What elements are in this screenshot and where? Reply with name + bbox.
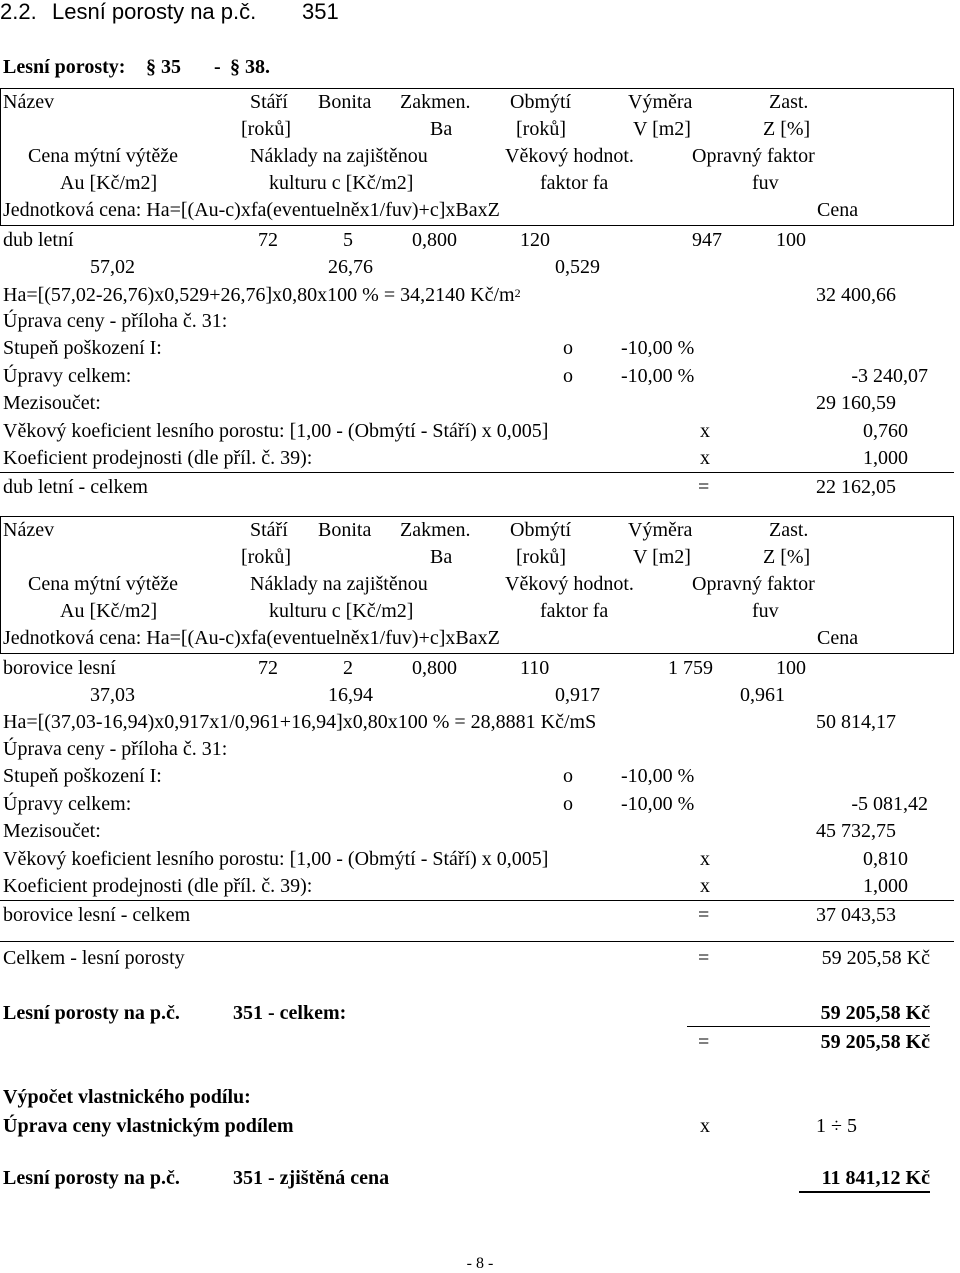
summary-uprava-label: Úprava ceny vlastnickým podílem [3,1115,294,1137]
stand1-c: 26,76 [328,256,373,278]
stand2-total-label: borovice lesní - celkem [3,904,191,926]
divider-1 [0,472,954,473]
summary-final-num: 351 - zjištěná cena [233,1167,390,1189]
unit-ba: Ba [430,118,453,140]
summary-celkem-label: Celkem - lesní porosty [3,947,185,969]
col-cena-mytni: Cena mýtní výtěže [28,573,178,595]
stand2-obmyti: 110 [520,657,550,679]
col-zakmen: Zakmen. [400,519,471,541]
stand2-fa: 0,917 [555,684,600,706]
col-vekovy: Věkový hodnot. [505,145,634,167]
stand1-stupen-op: o [563,337,573,359]
unit-fuv: fuv [752,172,779,194]
summary-parcel-label: Lesní porosty na p.č. [3,1002,180,1024]
summary-final-val: 11 841,12 Kč [821,1167,930,1189]
unit-age: [roků] [241,118,291,140]
stand2-stupen-val: -10,00 % [621,765,695,787]
stand2-koef: Koeficient prodejnosti (dle příl. č. 39): [3,875,313,897]
stand1-total-op: = [698,476,710,498]
stand1-koef-val: 1,000 [863,447,908,469]
divider-3 [0,941,954,942]
summary-final-label: Lesní porosty na p.č. [3,1167,180,1189]
stand1-upravy-pct: -10,00 % [621,365,695,387]
unit-ba: Ba [430,546,453,568]
stand2-zakmen: 0,800 [412,657,457,679]
stand2-koef-op: x [700,875,710,897]
stand2-upravy-val: -5 081,42 [851,793,928,815]
unit-v: V [m2] [633,546,691,568]
unit-z: Z [%] [763,118,811,140]
stand2-name: borovice lesní [3,657,116,679]
summary-eq-val: 59 205,58 Kč [820,1031,930,1053]
stand2-mezisoucet-val: 45 732,75 [816,820,896,842]
section-parcel: 351 [302,0,339,24]
summary-vypocet: Výpočet vlastnického podílu: [3,1086,251,1108]
stand1-obmyti: 120 [520,229,550,251]
col-zast: Zast. [769,91,809,113]
stand1-vekovy-val: 0,760 [863,420,908,442]
stand1-vekovy: Věkový koeficient lesního porostu: [1,00 - (Obmýtí - Stáří) x 0,005] [3,420,549,442]
col-bonita: Bonita [318,91,372,113]
col-obmyti: Obmýtí [510,91,572,113]
stand1-formula [3,283,521,307]
summary-celkem-val: 59 205,58 Kč [821,947,930,969]
stand2-upravy: Úpravy celkem: [3,793,132,815]
col-opravny: Opravný faktor [692,573,815,595]
formula-header: Jednotková cena: Ha=[(Au-c)xfa(eventuelněx1/fuv)+c]xBaxZ [3,627,500,649]
stand1-au: 57,02 [90,256,135,278]
stand2-vekovy-op: x [700,848,710,870]
summary-parcel-val: 59 205,58 Kč [820,1002,930,1024]
stand1-zakmen: 0,800 [412,229,457,251]
col-cena-mytni: Cena mýtní výtěže [28,145,178,167]
col-bonita: Bonita [318,519,372,541]
unit-faktor: faktor fa [540,600,609,622]
stand1-price: 32 400,66 [816,284,896,306]
stand1-stupen-val: -10,00 % [621,337,695,359]
unit-z: Z [%] [763,546,811,568]
stand1-bonita: 5 [343,229,353,251]
stand2-uprava: Úprava ceny - příloha č. 31: [3,738,228,760]
col-age: Stáří [250,91,288,113]
col-vymera: Výměra [628,519,693,541]
stand2-total-op: = [698,904,710,926]
stand2-upravy-op: o [563,793,573,815]
unit-kulturu: kulturu c [Kč/m2] [269,172,414,194]
col-naklady: Náklady na zajištěnou [250,573,428,595]
stand1-formula-text: Ha=[(57,02-26,76)x0,529+26,76]x0,80x100 % = 34,2140 Kč/m [3,284,515,306]
summary-parcel-num: 351 - celkem: [233,1002,347,1024]
summary-uprava-val: 1 ÷ 5 [816,1115,857,1137]
stand1-upravy: Úpravy celkem: [3,365,132,387]
stand2-formula: Ha=[(37,03-16,94)x0,917x1/0,961+16,94]x0,80x100 % = 28,8881 Kč/mS [3,711,597,733]
stand1-upravy-val: -3 240,07 [851,365,928,387]
page-number: - 8 - [466,1255,494,1272]
col-zakmen: Zakmen. [400,91,471,113]
unit-au: Au [Kč/m2] [60,172,158,194]
summary-celkem-op: = [698,947,710,969]
divider-2 [0,900,954,901]
section-number: 2.2. [0,0,37,24]
stand1-total-label: dub letní - celkem [3,476,148,498]
subheading-dash: - [214,56,221,78]
stand2-fuv: 0,961 [740,684,785,706]
stand2-c: 16,94 [328,684,373,706]
stand1-total-val: 22 162,05 [816,476,896,498]
unit-obmyti: [roků] [516,118,566,140]
stand2-stupen-op: o [563,765,573,787]
col-obmyti: Obmýtí [510,519,572,541]
stand2-koef-val: 1,000 [863,875,908,897]
stand2-zast: 100 [776,657,806,679]
unit-obmyti: [roků] [516,546,566,568]
col-name: Název [3,91,55,113]
stand2-bonita: 2 [343,657,353,679]
stand1-formula-sup: 2 [514,286,521,300]
stand2-mezisoucet: Mezisoučet: [3,820,101,842]
stand1-vekovy-op: x [700,420,710,442]
stand2-stupen: Stupeň poškození I: [3,765,162,787]
stand2-price: 50 814,17 [816,711,896,733]
stand1-age: 72 [258,229,278,251]
col-naklady: Náklady na zajištěnou [250,145,428,167]
col-vymera: Výměra [628,91,693,113]
summary-underline [687,1026,930,1027]
col-opravny: Opravný faktor [692,145,815,167]
stand1-fa: 0,529 [555,256,600,278]
stand1-upravy-op: o [563,365,573,387]
col-cena: Cena [817,199,859,221]
unit-kulturu: kulturu c [Kč/m2] [269,600,414,622]
col-age: Stáří [250,519,288,541]
stand2-vekovy: Věkový koeficient lesního porostu: [1,00 - (Obmýtí - Stáří) x 0,005] [3,848,549,870]
stand1-mezisoucet: Mezisoučet: [3,392,101,414]
unit-fuv: fuv [752,600,779,622]
final-underline [799,1191,930,1193]
stand1-name: dub letní [3,229,74,251]
col-zast: Zast. [769,519,809,541]
unit-age: [roků] [241,546,291,568]
summary-eq-op: = [698,1031,710,1053]
section-title: Lesní porosty na p.č. [52,0,257,24]
summary-uprava-op: x [700,1115,710,1137]
stand1-mezisoucet-val: 29 160,59 [816,392,896,414]
stand1-zast: 100 [776,229,806,251]
stand1-stupen: Stupeň poškození I: [3,337,162,359]
col-vekovy: Věkový hodnot. [505,573,634,595]
subheading-section-to: § 38. [230,56,270,78]
stand2-vymera: 1 759 [668,657,713,679]
unit-faktor: faktor fa [540,172,609,194]
stand2-age: 72 [258,657,278,679]
stand2-au: 37,03 [90,684,135,706]
stand1-uprava: Úprava ceny - příloha č. 31: [3,310,228,332]
unit-v: V [m2] [633,118,691,140]
unit-au: Au [Kč/m2] [60,600,158,622]
stand1-koef-op: x [700,447,710,469]
stand1-vymera: 947 [692,229,722,251]
formula-header: Jednotková cena: Ha=[(Au-c)xfa(eventuelněx1/fuv)+c]xBaxZ [3,199,500,221]
subheading-label: Lesní porosty: [3,56,126,78]
stand2-vekovy-val: 0,810 [863,848,908,870]
col-name: Název [3,519,55,541]
col-cena: Cena [817,627,859,649]
stand2-upravy-pct: -10,00 % [621,793,695,815]
subheading-section-from: § 35 [146,56,181,78]
stand2-total-val: 37 043,53 [816,904,896,926]
stand1-koef: Koeficient prodejnosti (dle příl. č. 39): [3,447,313,469]
